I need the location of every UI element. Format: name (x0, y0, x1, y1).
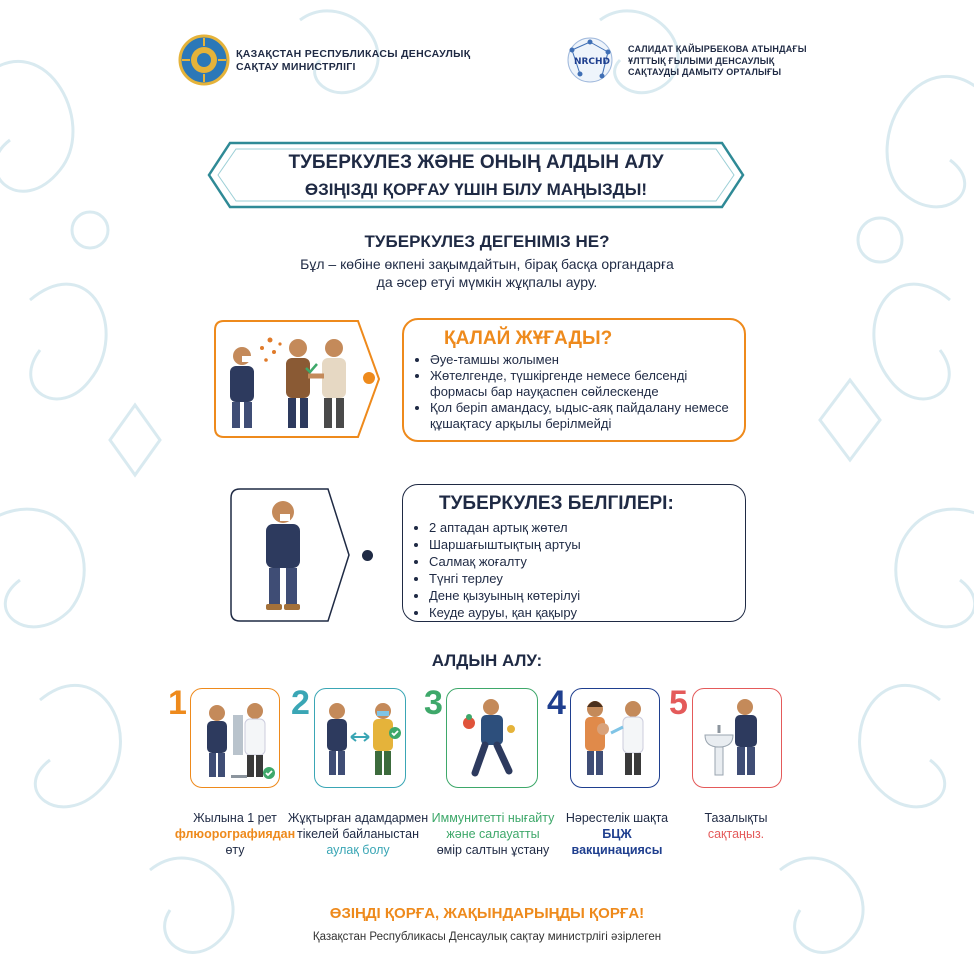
symptom-item: • Шаршағыштықтың артуы (429, 536, 735, 553)
symptoms-connector-dot (362, 550, 373, 561)
transmission-item: • Жөтелгенде, түшкіргенде немесе белсенді формасы бар науқаспен сөйлескенде (430, 368, 734, 400)
symptom-item: • Салмақ жоғалту (429, 553, 735, 570)
step-card-bcg-vaccine (570, 688, 660, 788)
step-card-xray (190, 688, 280, 788)
nrchd-logo-icon (560, 34, 624, 86)
step-card-healthy-life (446, 688, 538, 788)
symptoms-illustration (228, 486, 352, 624)
step-number-5: 5 (669, 684, 688, 722)
definition-text: Бұл – көбіне өкпені зақымдайтын, бірақ басқа органдарға да әсер етуі мүмкін жұқпалы ауру. (300, 256, 674, 290)
symptom-item: • Дене қызуының көтерілуі (429, 587, 735, 604)
symptoms-heading: ТУБЕРКУЛЕЗ БЕЛГІЛЕРІ: (439, 493, 674, 514)
step-caption-2: Жұқтырған адамдармен тікелей байланыстан аулақ болу (287, 811, 429, 857)
research-center-name: САЛИДАТ ҚАЙЫРБЕКОВА АТЫНДАҒЫ ҰЛТТЫҚ ҒЫЛЫМИ ДЕНСАУЛЫҚ САҚТАУДЫ ДАМЫТУ ОРТАЛЫҒЫ (628, 44, 807, 77)
healthy-lifestyle-icon (447, 689, 537, 785)
step-number-2: 2 (291, 684, 310, 722)
symptom-item: • 2 аптадан артық жөтел (429, 519, 735, 536)
ministry-name: ҚАЗАҚСТАН РЕСПУБЛИКАСЫ ДЕНСАУЛЫҚ САҚТАУ МИНИСТРЛІГІ (236, 48, 471, 73)
avoid-contact-icon (315, 689, 405, 785)
bcg-vaccination-icon (571, 689, 659, 785)
step-card-avoid-contact (314, 688, 406, 788)
title-line1: ТУБЕРКУЛЕЗ ЖӘНЕ ОНЫҢ АЛДЫН АЛУ (288, 152, 664, 173)
footer-slogan: ӨЗІҢДІ ҚОРҒА, ЖАҚЫНДАРЫҢДЫ ҚОРҒА! (329, 905, 645, 922)
xray-screening-icon (191, 689, 279, 785)
step-caption-3: Иммунитетті нығайту және салауатты өмір салтын ұстану (431, 811, 555, 857)
title-line2: ӨЗІҢІЗДІ ҚОРҒАУ ҮШІН БІЛУ МАҢЫЗДЫ! (304, 180, 648, 199)
footer-credit: Қазақстан Республикасы Денсаулық сақтау министрлігі әзірлеген (312, 931, 662, 943)
handwashing-icon (693, 689, 781, 785)
step-caption-1: Жылына 1 рет флюорографиядан өту (174, 811, 296, 857)
nrchd-logo-text: NRCHD (573, 57, 611, 67)
transmission-heading: ҚАЛАЙ ЖҰҒАДЫ? (444, 328, 613, 349)
kazakhstan-emblem-icon (178, 34, 230, 86)
prevention-heading: АЛДЫН АЛУ: (431, 651, 543, 670)
transmission-item: • Қол беріп амандасу, ыдыс-аяқ пайдалану немесе құшақтасу арқылы берілмейді (430, 400, 734, 432)
transmission-illustration (212, 318, 382, 440)
step-number-3: 3 (424, 684, 443, 722)
transmission-item: • Әуе-тамшы жолымен (430, 352, 734, 368)
step-caption-4: Нәрестелік шақта БЦЖ вакцинациясы (565, 811, 669, 857)
step-number-1: 1 (168, 684, 187, 722)
definition-heading: ТУБЕРКУЛЕЗ ДЕГЕНІМІЗ НЕ? (364, 232, 610, 251)
symptom-item: • Түнгі терлеу (429, 570, 735, 587)
symptoms-panel (402, 484, 746, 622)
step-caption-5: Тазалықты сақтаңыз. (704, 811, 768, 841)
step-number-4: 4 (547, 684, 566, 722)
step-card-hygiene (692, 688, 782, 788)
transmission-connector-dot (363, 372, 375, 384)
symptom-item: • Кеуде ауруы, қан қақыру (429, 604, 735, 621)
transmission-panel (402, 318, 746, 442)
